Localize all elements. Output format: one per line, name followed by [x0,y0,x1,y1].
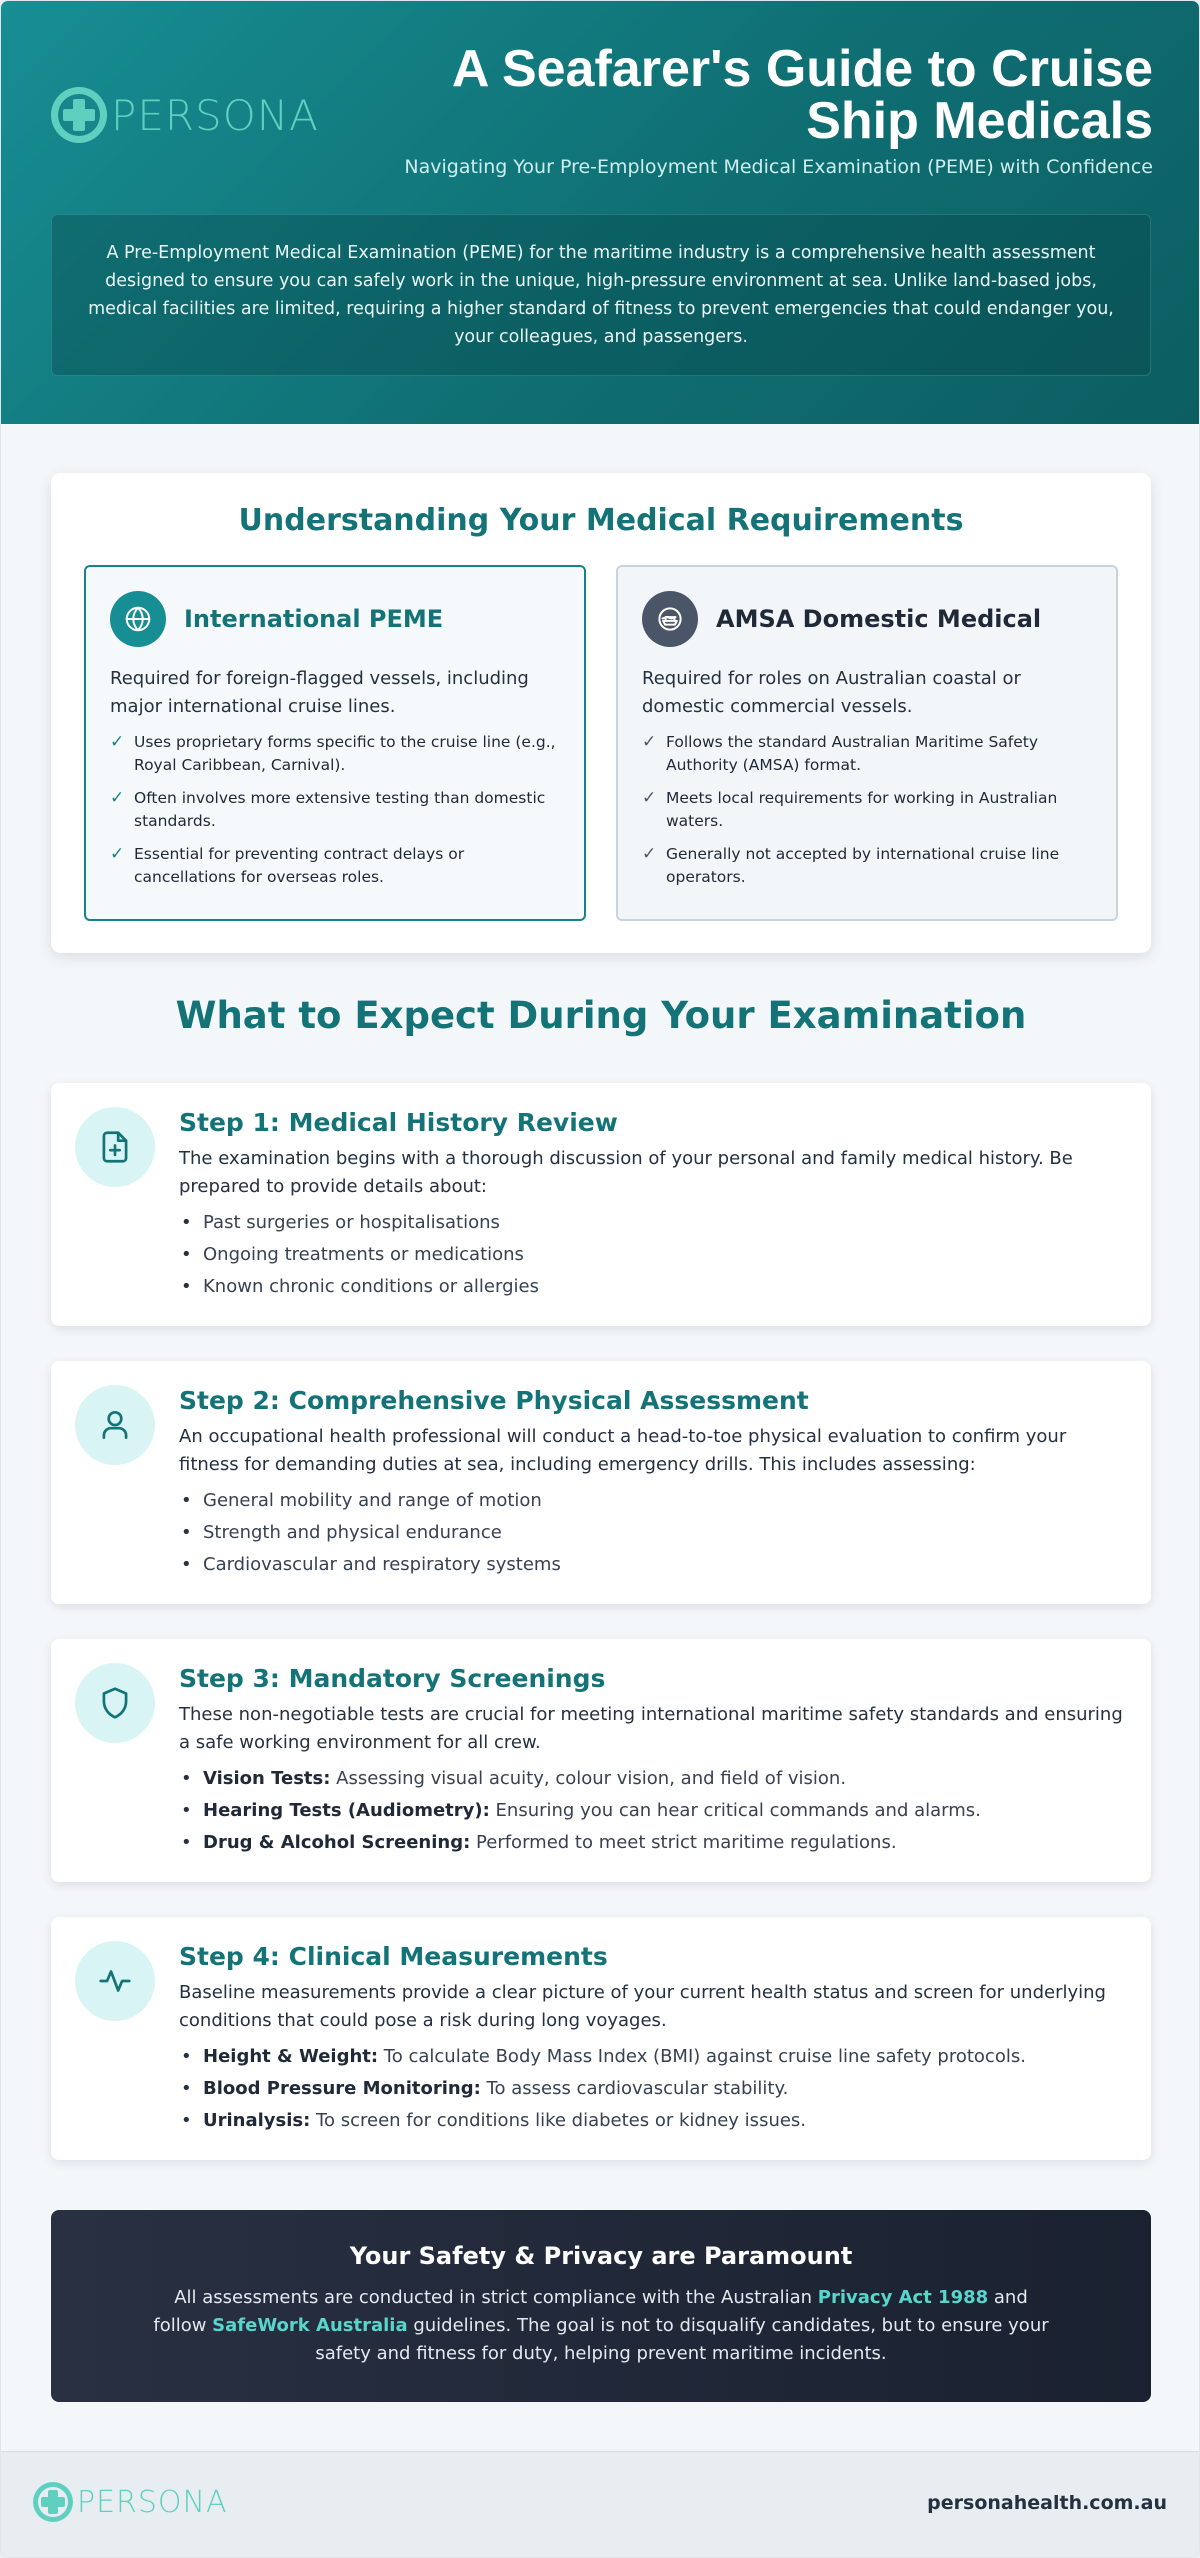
person-icon [75,1385,155,1465]
step-list [179,2041,1129,2137]
ship-icon [642,591,698,647]
step-description: Baseline measurements provide a clear picture of your current health status and screen for underlying conditions that could pose a risk during long voyages. [179,1982,1106,2031]
step-card-clinical-measurements [51,1917,1151,2160]
list-item: ✓ Follows the standard Australian Maritime Safety Authority (AMSA) format. [642,732,1039,774]
list-item: • Vision Tests: Assessing visual acuity, colour vision, and field of vision. [179,1763,1129,1795]
list-item: • Strength and physical endurance [179,1517,1129,1549]
checkmark-icon: ✓ [110,732,125,752]
amsa-domestic-heading: AMSA Domestic Medical [716,605,1042,633]
step-description: An occupational health professional will conduct a head-to-toe physical evaluation to confirm your fitness for demanding duties at sea, including emergency drills. This includes assessing: [179,1426,1067,1475]
step-card-medical-history [51,1083,1151,1326]
step-title: Step 1: Medical History Review [179,1108,618,1137]
international-peme-description: Required for foreign-flagged vessels, including major international cruise lines. [110,668,529,717]
globe-icon [110,591,166,647]
list-item: • Drug & Alcohol Screening: Performed to meet strict maritime regulations. [179,1827,1129,1859]
requirements-card [51,473,1151,953]
privacy-act-link: Privacy Act 1988 [817,2287,989,2308]
list-item: • Urinalysis: To screen for conditions like diabetes or kidney issues. [179,2105,1129,2137]
footer-logo[interactable] [33,2482,228,2522]
list-item: • General mobility and range of motion [179,1485,1129,1517]
medical-file-icon [75,1107,155,1187]
list-item: • Hearing Tests (Audiometry): Ensuring you can hear critical commands and alarms. [179,1795,1129,1827]
page-subtitle: Navigating Your Pre-Employment Medical Examination (PEME) with Confidence [404,156,1153,178]
step-card-mandatory-screenings [51,1639,1151,1882]
shield-icon [75,1663,155,1743]
step-description: These non-negotiable tests are crucial for meeting international maritime safety standards and ensuring a safe working environment for all crew. [179,1704,1123,1753]
international-peme-panel [84,565,586,921]
step-title: Step 4: Clinical Measurements [179,1942,608,1971]
expect-section-title: What to Expect During Your Examination [175,994,1027,1037]
step-list [179,1207,1129,1303]
list-item: • Blood Pressure Monitoring: To assess cardiovascular stability. [179,2073,1129,2105]
list-item: ✓ Often involves more extensive testing than domestic standards. [110,788,546,830]
amsa-domestic-panel [616,565,1118,921]
heartbeat-icon [75,1941,155,2021]
list-item: • Ongoing treatments or medications [179,1239,1129,1271]
step-list [179,1763,1129,1859]
list-item: • Cardiovascular and respiratory systems [179,1549,1129,1581]
requirements-title: Understanding Your Medical Requirements [238,503,964,538]
safety-text: All assessments are conducted in strict compliance with the Australian Privacy Act 1988 and follow SafeWork Australia guidelines. The goal is not to disqualify candidates, but to ensure your safety and fitness for duty, helping prevent maritime incidents. [153,2287,1049,2364]
checkmark-icon: ✓ [642,732,657,752]
medical-cross-icon [51,87,107,143]
medical-cross-icon [33,2482,73,2522]
step-title: Step 3: Mandatory Screenings [179,1664,606,1693]
brand-name: PERSONA [111,90,319,140]
international-peme-list [110,731,560,889]
checkmark-icon: ✓ [110,788,125,808]
website-link[interactable]: personahealth.com.au [927,2492,1167,2514]
list-item: ✓ Generally not accepted by international cruise line operators. [642,844,1060,886]
safety-title: Your Safety & Privacy are Paramount [349,2242,853,2270]
checkmark-icon: ✓ [642,788,657,808]
list-item: ✓ Meets local requirements for working in Australian waters. [642,788,1058,830]
intro-panel: A Pre-Employment Medical Examination (PEME) for the maritime industry is a comprehensive health assessment designed to ensure you can safely work in the unique, high-pressure environment at sea. Unlike land-based jobs, medical facilities are limited, requiring a higher standard of fitness to prevent emergencies that could endanger you, your colleagues, and passengers. [51,214,1151,376]
amsa-domestic-description: Required for roles on Australian coastal or domestic commercial vessels. [642,668,1021,717]
brand-name: PERSONA [77,2484,228,2520]
checkmark-icon: ✓ [110,844,125,864]
list-item: • Past surgeries or hospitalisations [179,1207,1129,1239]
international-peme-heading: International PEME [184,605,444,633]
amsa-domestic-list [642,731,1092,889]
step-list [179,1485,1129,1581]
step-description: The examination begins with a thorough discussion of your personal and family medical history. Be prepared to provide details about: [179,1148,1073,1197]
header [1,1,1200,424]
list-item: • Known chronic conditions or allergies [179,1271,1129,1303]
footer [1,2451,1200,2558]
list-item: • Height & Weight: To calculate Body Mass Index (BMI) against cruise line safety protocols. [179,2041,1129,2073]
list-item: ✓ Essential for preventing contract delays or cancellations for overseas roles. [110,844,465,886]
step-card-physical-assessment [51,1361,1151,1604]
safety-privacy-panel [51,2210,1151,2402]
list-item: ✓ Uses proprietary forms specific to the cruise line (e.g., Royal Caribbean, Carnival). [110,732,556,774]
safework-australia-link: SafeWork Australia [212,2315,408,2336]
header-logo[interactable] [51,87,319,143]
page-title: A Seafarer's Guide to Cruise Ship Medicals [451,40,1153,150]
step-title: Step 2: Comprehensive Physical Assessment [179,1386,809,1415]
checkmark-icon: ✓ [642,844,657,864]
